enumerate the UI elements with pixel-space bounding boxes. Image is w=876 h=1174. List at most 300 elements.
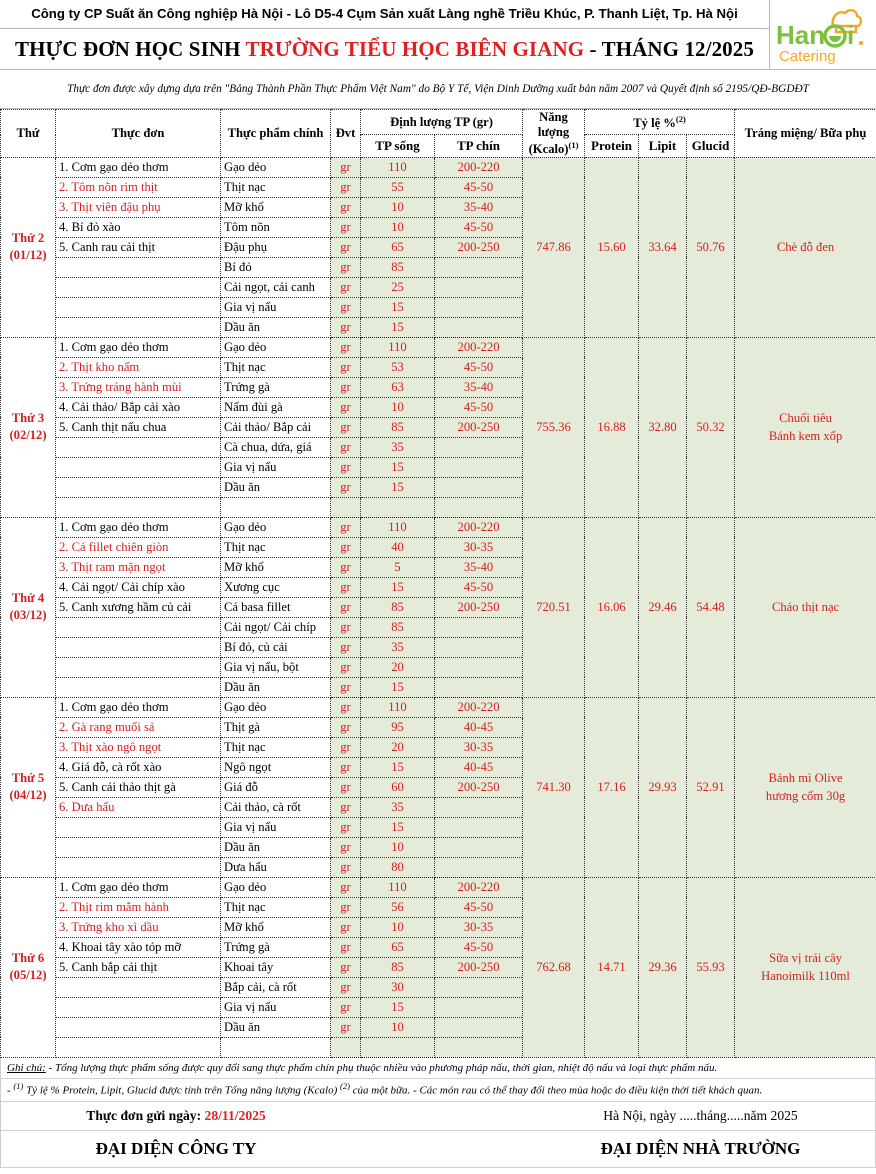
raw-weight-cell: 10 <box>361 217 435 237</box>
raw-weight-cell: 10 <box>361 197 435 217</box>
glucid-cell: 50.76 <box>687 157 735 337</box>
note-line2-middle: Tỷ lệ % Protein, Lipit, Glucid được tính trên Tổng năng lượng (Kcalo) <box>23 1084 340 1097</box>
ingredient-cell: Gạo dẻo <box>221 337 331 357</box>
cooked-weight-cell: 30-35 <box>435 737 523 757</box>
ingredient-cell: Gia vị nấu <box>221 297 331 317</box>
unit-cell: gr <box>331 517 361 537</box>
cooked-weight-cell <box>435 297 523 317</box>
cooked-weight-cell: 200-220 <box>435 697 523 717</box>
unit-cell: gr <box>331 257 361 277</box>
signature-school-title: ĐẠI DIỆN NHÀ TRƯỜNG <box>600 1139 801 1159</box>
document-header <box>0 0 876 70</box>
ingredient-cell: Bí đỏ, củ cải <box>221 637 331 657</box>
cooked-weight-cell <box>435 497 523 517</box>
table-row <box>1 697 876 717</box>
dish-cell <box>56 477 221 497</box>
page-title <box>0 29 769 69</box>
energy-cell: 762.68 <box>523 877 585 1057</box>
dish-cell: 2. Thịt rim mắm hành <box>56 897 221 917</box>
cooked-weight-cell <box>435 797 523 817</box>
cooked-weight-cell: 30-35 <box>435 537 523 557</box>
unit-cell: gr <box>331 797 361 817</box>
footnote-marker-1: (1) <box>13 1080 24 1091</box>
raw-weight-cell: 110 <box>361 337 435 357</box>
ingredient-cell <box>221 497 331 517</box>
dish-cell: 4. Khoai tây xào tóp mỡ <box>56 937 221 957</box>
protein-cell: 16.06 <box>585 517 639 697</box>
ingredient-cell: Đậu phụ <box>221 237 331 257</box>
unit-cell: gr <box>331 397 361 417</box>
table-body <box>1 157 876 1057</box>
raw-weight-cell: 15 <box>361 677 435 697</box>
dish-cell <box>56 1017 221 1037</box>
energy-cell: 720.51 <box>523 517 585 697</box>
svg-text:i: i <box>847 19 855 50</box>
unit-cell: gr <box>331 677 361 697</box>
note-line-2 <box>0 1079 876 1103</box>
unit-cell: gr <box>331 437 361 457</box>
cooked-weight-cell <box>435 1017 523 1037</box>
raw-weight-cell: 40 <box>361 537 435 557</box>
day-cell <box>1 697 56 877</box>
cooked-weight-cell: 200-220 <box>435 517 523 537</box>
source-note: Thực đơn được xây dựng dựa trên "Bảng Thành Phần Thực Phẩm Việt Nam" do Bộ Y Tế, Viện Dinh Dưỡng xuất bản năm 2007 và Quyết định số 2195/QĐ-BGDĐT <box>0 70 876 109</box>
day-name: Thứ 6 <box>11 951 45 966</box>
col-header-tp-song: TP sống <box>361 135 435 158</box>
cooked-weight-cell <box>435 437 523 457</box>
ingredient-cell: Dầu ăn <box>221 677 331 697</box>
col-header-dinh-luong: Định lượng TP (gr) <box>361 110 523 135</box>
raw-weight-cell: 15 <box>361 477 435 497</box>
unit-cell: gr <box>331 817 361 837</box>
nang-luong-footnote-marker: (1) <box>568 139 579 150</box>
unit-cell: gr <box>331 297 361 317</box>
ingredient-cell: Mỡ khổ <box>221 917 331 937</box>
dish-cell <box>56 657 221 677</box>
raw-weight-cell: 65 <box>361 237 435 257</box>
ingredient-cell: Thịt nạc <box>221 897 331 917</box>
dish-cell: 1. Cơm gạo dẻo thơm <box>56 337 221 357</box>
dish-cell: 2. Gà rang muối sả <box>56 717 221 737</box>
note-line2-prefix: - <box>7 1084 14 1097</box>
table-head <box>1 110 876 158</box>
sent-date-block <box>1 1108 351 1124</box>
note-line1-text: - Tổng lượng thực phẩm sống được quy đổi sang thực phẩm chín phụ thuộc nhiều vào phương pháp nấu, thời gian, nhiệt độ nấu và loại thực phẩm nấu. <box>45 1061 718 1074</box>
unit-cell: gr <box>331 897 361 917</box>
ingredient-cell: Cải thảo/ Bắp cải <box>221 417 331 437</box>
day-cell <box>1 517 56 697</box>
ingredient-cell: Gạo dẻo <box>221 517 331 537</box>
dish-cell <box>56 817 221 837</box>
day-date: (03/12) <box>9 608 47 623</box>
lipit-cell: 29.93 <box>639 697 687 877</box>
cooked-weight-cell: 45-50 <box>435 897 523 917</box>
unit-cell: gr <box>331 217 361 237</box>
title-prefix: THỰC ĐƠN HỌC SINH <box>15 37 246 61</box>
day-cell <box>1 877 56 1057</box>
day-cell <box>1 157 56 337</box>
day-name: Thứ 5 <box>11 771 45 786</box>
raw-weight-cell: 110 <box>361 877 435 897</box>
unit-cell: gr <box>331 737 361 757</box>
unit-cell: gr <box>331 937 361 957</box>
dish-cell <box>56 257 221 277</box>
nang-luong-text: Năng lượng (Kcalo) <box>528 110 570 156</box>
cooked-weight-cell: 200-220 <box>435 337 523 357</box>
cooked-weight-cell <box>435 977 523 997</box>
unit-cell: gr <box>331 617 361 637</box>
raw-weight-cell: 55 <box>361 177 435 197</box>
unit-cell: gr <box>331 597 361 617</box>
cooked-weight-cell <box>435 277 523 297</box>
col-header-tp-chin: TP chín <box>435 135 523 158</box>
ingredient-cell: Cải thảo, cà rốt <box>221 797 331 817</box>
dessert-cell: Bánh mì Olive hương cốm 30g <box>735 697 876 877</box>
unit-cell: gr <box>331 637 361 657</box>
glucid-cell: 54.48 <box>687 517 735 697</box>
cooked-weight-cell <box>435 1037 523 1057</box>
company-line: Công ty CP Suất ăn Công nghiệp Hà Nội - Lô D5-4 Cụm Sản xuất Làng nghề Triều Khúc, P. Thanh Liệt, Tp. Hà Nội <box>0 0 769 29</box>
dish-cell: 3. Thịt xào ngô ngọt <box>56 737 221 757</box>
cooked-weight-cell: 35-40 <box>435 557 523 577</box>
menu-table <box>0 109 876 1058</box>
ty-le-footnote-marker: (2) <box>675 113 686 124</box>
raw-weight-cell: 60 <box>361 777 435 797</box>
unit-cell: gr <box>331 357 361 377</box>
raw-weight-cell: 35 <box>361 637 435 657</box>
dish-cell: 4. Bí đỏ xào <box>56 217 221 237</box>
ingredient-cell: Nấm đùi gà <box>221 397 331 417</box>
col-header-ty-le <box>585 110 735 135</box>
ingredient-cell: Mỡ khổ <box>221 557 331 577</box>
cooked-weight-cell <box>435 857 523 877</box>
footnote-marker-2: (2) <box>340 1080 350 1091</box>
header-text-block <box>0 0 769 69</box>
dish-cell: 4. Giá đỗ, cà rốt xào <box>56 757 221 777</box>
dish-cell <box>56 277 221 297</box>
lipit-cell: 32.80 <box>639 337 687 517</box>
raw-weight-cell: 30 <box>361 977 435 997</box>
dish-cell: 6. Dưa hấu <box>56 797 221 817</box>
svg-text:Catering: Catering <box>779 47 836 65</box>
dish-cell: 4. Cải thảo/ Bắp cải xào <box>56 397 221 417</box>
raw-weight-cell <box>361 497 435 517</box>
raw-weight-cell: 15 <box>361 757 435 777</box>
raw-weight-cell: 15 <box>361 457 435 477</box>
dish-cell <box>56 857 221 877</box>
unit-cell: gr <box>331 197 361 217</box>
raw-weight-cell: 15 <box>361 997 435 1017</box>
energy-cell: 741.30 <box>523 697 585 877</box>
dish-cell: 5. Canh xương hầm củ cải <box>56 597 221 617</box>
signature-title-row <box>0 1131 876 1168</box>
unit-cell: gr <box>331 977 361 997</box>
raw-weight-cell: 35 <box>361 797 435 817</box>
dish-cell: 3. Trứng tráng hành mùi <box>56 377 221 397</box>
raw-weight-cell <box>361 1037 435 1057</box>
glucid-cell: 50.32 <box>687 337 735 517</box>
lipit-cell: 29.36 <box>639 877 687 1057</box>
dish-cell: 1. Cơm gạo dẻo thơm <box>56 877 221 897</box>
dish-cell: 5. Canh cải thảo thịt gà <box>56 777 221 797</box>
unit-cell: gr <box>331 157 361 177</box>
dish-cell <box>56 297 221 317</box>
day-date: (02/12) <box>9 428 47 443</box>
unit-cell: gr <box>331 777 361 797</box>
ingredient-cell: Cà chua, dứa, giá <box>221 437 331 457</box>
lipit-cell: 33.64 <box>639 157 687 337</box>
cooked-weight-cell <box>435 617 523 637</box>
unit-cell: gr <box>331 557 361 577</box>
raw-weight-cell: 63 <box>361 377 435 397</box>
unit-cell: gr <box>331 997 361 1017</box>
cooked-weight-cell <box>435 657 523 677</box>
raw-weight-cell: 85 <box>361 257 435 277</box>
raw-weight-cell: 10 <box>361 837 435 857</box>
raw-weight-cell: 85 <box>361 417 435 437</box>
ingredient-cell: Cải ngọt, cải canh <box>221 277 331 297</box>
dish-cell: 5. Canh rau cải thịt <box>56 237 221 257</box>
protein-cell: 14.71 <box>585 877 639 1057</box>
unit-cell: gr <box>331 697 361 717</box>
dish-cell <box>56 617 221 637</box>
cooked-weight-cell: 35-40 <box>435 377 523 397</box>
cooked-weight-cell <box>435 837 523 857</box>
cooked-weight-cell <box>435 257 523 277</box>
dish-cell: 4. Cải ngọt/ Cải chíp xào <box>56 577 221 597</box>
signature-company-title: ĐẠI DIỆN CÔNG TY <box>95 1139 257 1159</box>
day-name: Thứ 2 <box>11 231 45 246</box>
raw-weight-cell: 15 <box>361 317 435 337</box>
unit-cell: gr <box>331 477 361 497</box>
cooked-weight-cell: 45-50 <box>435 397 523 417</box>
ingredient-cell: Dưa hấu <box>221 857 331 877</box>
unit-cell: gr <box>331 757 361 777</box>
dish-cell: 1. Cơm gạo dẻo thơm <box>56 697 221 717</box>
raw-weight-cell: 110 <box>361 157 435 177</box>
protein-cell: 15.60 <box>585 157 639 337</box>
col-header-nang-luong <box>523 110 585 158</box>
day-date: (04/12) <box>9 788 47 803</box>
day-name: Thứ 4 <box>11 591 45 606</box>
raw-weight-cell: 15 <box>361 817 435 837</box>
unit-cell: gr <box>331 957 361 977</box>
cooked-weight-cell: 200-250 <box>435 237 523 257</box>
raw-weight-cell: 85 <box>361 957 435 977</box>
raw-weight-cell: 15 <box>361 297 435 317</box>
dish-cell <box>56 997 221 1017</box>
unit-cell <box>331 497 361 517</box>
cooked-weight-cell: 45-50 <box>435 177 523 197</box>
col-header-thu: Thứ <box>1 110 56 158</box>
unit-cell: gr <box>331 317 361 337</box>
ingredient-cell: Cá basa fillet <box>221 597 331 617</box>
cooked-weight-cell: 200-220 <box>435 157 523 177</box>
cooked-weight-cell <box>435 677 523 697</box>
dish-cell <box>56 317 221 337</box>
note-line-1 <box>0 1058 876 1079</box>
dish-cell <box>56 1037 221 1057</box>
cooked-weight-cell: 40-45 <box>435 757 523 777</box>
raw-weight-cell: 15 <box>361 577 435 597</box>
cooked-weight-cell <box>435 637 523 657</box>
cooked-weight-cell: 40-45 <box>435 717 523 737</box>
raw-weight-cell: 110 <box>361 697 435 717</box>
dessert-cell: Chuối tiêu Bánh kem xốp <box>735 337 876 517</box>
cooked-weight-cell: 45-50 <box>435 217 523 237</box>
protein-cell: 16.88 <box>585 337 639 517</box>
raw-weight-cell: 5 <box>361 557 435 577</box>
dish-cell: 1. Cơm gạo dẻo thơm <box>56 517 221 537</box>
raw-weight-cell: 10 <box>361 917 435 937</box>
ingredient-cell <box>221 1037 331 1057</box>
cooked-weight-cell: 200-250 <box>435 417 523 437</box>
energy-cell: 755.36 <box>523 337 585 517</box>
ingredient-cell: Gạo dẻo <box>221 697 331 717</box>
dish-cell <box>56 637 221 657</box>
ingredient-cell: Tôm nõn <box>221 217 331 237</box>
ingredient-cell: Dầu ăn <box>221 317 331 337</box>
unit-cell: gr <box>331 917 361 937</box>
ingredient-cell: Bắp cải, cà rốt <box>221 977 331 997</box>
lipit-cell: 29.46 <box>639 517 687 697</box>
ingredient-cell: Gia vị nấu <box>221 817 331 837</box>
cooked-weight-cell: 30-35 <box>435 917 523 937</box>
unit-cell: gr <box>331 277 361 297</box>
dessert-cell: Chè đỗ đen <box>735 157 876 337</box>
cooked-weight-cell: 200-250 <box>435 957 523 977</box>
title-school-name: TRƯỜNG TIỂU HỌC BIÊN GIANG <box>245 37 585 61</box>
raw-weight-cell: 56 <box>361 897 435 917</box>
raw-weight-cell: 80 <box>361 857 435 877</box>
note-label: Ghi chú: <box>7 1061 46 1074</box>
raw-weight-cell: 10 <box>361 1017 435 1037</box>
ingredient-cell: Gia vị nấu, bột <box>221 657 331 677</box>
day-cell <box>1 337 56 517</box>
ingredient-cell: Dầu ăn <box>221 1017 331 1037</box>
ingredient-cell: Trứng gà <box>221 377 331 397</box>
cooked-weight-cell <box>435 477 523 497</box>
sent-date-label: Thực đơn gửi ngày: <box>86 1108 205 1124</box>
dish-cell <box>56 497 221 517</box>
col-header-lipit: Lipit <box>639 135 687 158</box>
raw-weight-cell: 20 <box>361 657 435 677</box>
header-row-1 <box>1 110 876 135</box>
dish-cell: 3. Thịt viên đậu phụ <box>56 197 221 217</box>
table-row <box>1 337 876 357</box>
dish-cell: 2. Tôm nõn rim thịt <box>56 177 221 197</box>
svg-text:Han: Han <box>776 19 826 50</box>
col-header-glucid: Glucid <box>687 135 735 158</box>
day-name: Thứ 3 <box>11 411 45 426</box>
ingredient-cell: Mỡ khổ <box>221 197 331 217</box>
place-date-text: Hà Nội, ngày .....tháng.....năm 2025 <box>603 1108 798 1124</box>
dish-cell: 3. Trứng kho xì dầu <box>56 917 221 937</box>
unit-cell: gr <box>331 857 361 877</box>
ingredient-cell: Thịt gà <box>221 717 331 737</box>
dish-cell: 2. Thịt kho nấm <box>56 357 221 377</box>
dessert-cell: Sữa vị trái cây Hanoimilk 110ml <box>735 877 876 1057</box>
logo-graphic <box>773 4 873 66</box>
note-line2-suffix: của một bữa. - Các món rau có thể thay đổi theo mùa hoặc do điều kiện thời tiết khách quan. <box>349 1084 763 1097</box>
ingredient-cell: Giá đỗ <box>221 777 331 797</box>
dish-cell <box>56 977 221 997</box>
unit-cell: gr <box>331 537 361 557</box>
raw-weight-cell: 85 <box>361 597 435 617</box>
unit-cell: gr <box>331 377 361 397</box>
dish-cell: 5. Canh bắp cải thịt <box>56 957 221 977</box>
ty-le-text: Tỷ lệ % <box>633 115 676 130</box>
hanoi-catering-logo-icon <box>773 4 873 66</box>
raw-weight-cell: 10 <box>361 397 435 417</box>
unit-cell: gr <box>331 657 361 677</box>
ingredient-cell: Dầu ăn <box>221 837 331 857</box>
ingredient-cell: Gia vị nấu <box>221 457 331 477</box>
unit-cell: gr <box>331 177 361 197</box>
title-suffix: - THÁNG 12/2025 <box>584 37 754 61</box>
ingredient-cell: Khoai tây <box>221 957 331 977</box>
unit-cell: gr <box>331 337 361 357</box>
unit-cell: gr <box>331 1017 361 1037</box>
raw-weight-cell: 95 <box>361 717 435 737</box>
col-header-thuc-pham-chinh: Thực phẩm chính <box>221 110 331 158</box>
raw-weight-cell: 25 <box>361 277 435 297</box>
ingredient-cell: Gạo dẻo <box>221 877 331 897</box>
signature-date-row <box>0 1102 876 1131</box>
cooked-weight-cell: 45-50 <box>435 577 523 597</box>
cooked-weight-cell <box>435 817 523 837</box>
cooked-weight-cell: 35-40 <box>435 197 523 217</box>
footer-notes <box>0 1058 876 1168</box>
dish-cell <box>56 837 221 857</box>
dish-cell <box>56 457 221 477</box>
col-header-dvt: Đvt <box>331 110 361 158</box>
cooked-weight-cell: 200-250 <box>435 777 523 797</box>
cooked-weight-cell <box>435 457 523 477</box>
ingredient-cell: Ngô ngọt <box>221 757 331 777</box>
ingredient-cell: Thịt nạc <box>221 177 331 197</box>
day-date: (01/12) <box>9 248 47 263</box>
ingredient-cell: Gia vị nấu <box>221 997 331 1017</box>
col-header-trang-mieng: Tráng miệng/ Bữa phụ <box>735 110 876 158</box>
unit-cell: gr <box>331 717 361 737</box>
protein-cell: 17.16 <box>585 697 639 877</box>
dish-cell: 3. Thịt ram mặn ngọt <box>56 557 221 577</box>
dish-cell: 2. Cá fillet chiên giòn <box>56 537 221 557</box>
unit-cell: gr <box>331 837 361 857</box>
cooked-weight-cell: 200-250 <box>435 597 523 617</box>
cooked-weight-cell <box>435 317 523 337</box>
raw-weight-cell: 65 <box>361 937 435 957</box>
day-date: (05/12) <box>9 968 47 983</box>
ingredient-cell: Gạo dẻo <box>221 157 331 177</box>
raw-weight-cell: 35 <box>361 437 435 457</box>
unit-cell: gr <box>331 457 361 477</box>
ingredient-cell: Dầu ăn <box>221 477 331 497</box>
dish-cell: 5. Canh thịt nấu chua <box>56 417 221 437</box>
glucid-cell: 52.91 <box>687 697 735 877</box>
brand-logo <box>769 0 876 69</box>
dish-cell <box>56 677 221 697</box>
unit-cell <box>331 1037 361 1057</box>
dish-cell <box>56 437 221 457</box>
col-header-thuc-don: Thực đơn <box>56 110 221 158</box>
unit-cell: gr <box>331 577 361 597</box>
col-header-protein: Protein <box>585 135 639 158</box>
raw-weight-cell: 20 <box>361 737 435 757</box>
table-row <box>1 877 876 897</box>
ingredient-cell: Trứng gà <box>221 937 331 957</box>
